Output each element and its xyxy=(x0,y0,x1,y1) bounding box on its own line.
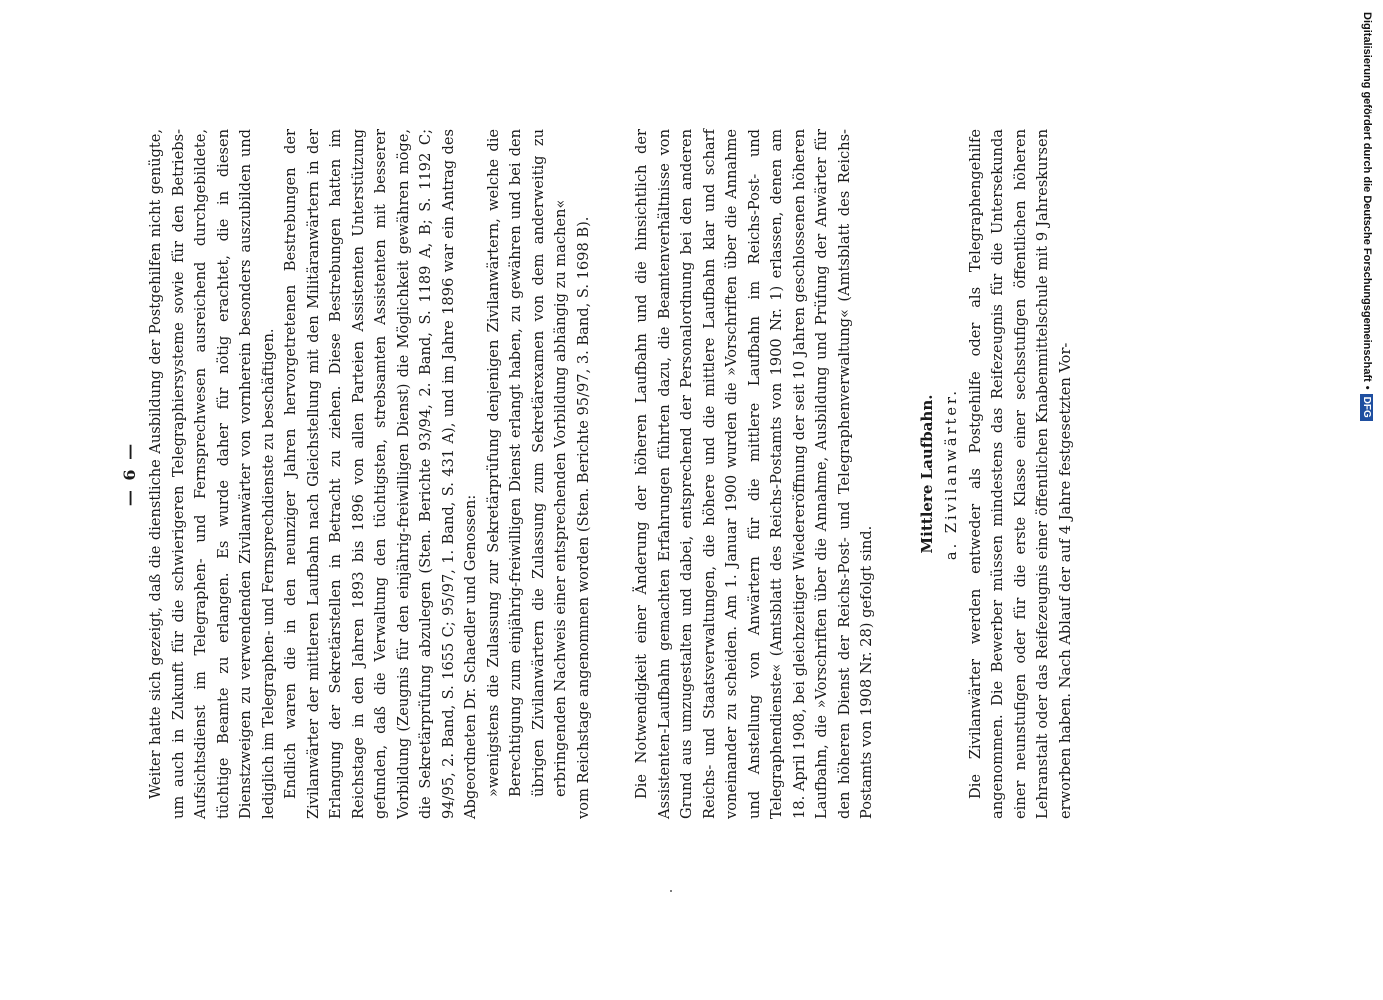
paragraph-reform: Die Notwendigkeit einer Änderung der höheren Laufbahn und die hinsichtlich der Assistenten-Laufbahn gemachten Erfahrungen führten dazu, die Beamtenverhältnisse von Grund aus umzugestalten und dabei, entsprechend der Personalordnung bei den anderen Reichs- und Staatsverwaltungen, die höhere und die mittlere Laufbahn klar und scharf voneinander zu scheiden. Am 1. Januar 1900 wurden die »Vorschriften über die Annahme und Anstellung von Anwärtern für die mittlere Laufbahn im Reichs-Post- und Telegraphendienste« (Amtsblatt des Reichs-Postamts von 1900 Nr. 1) erlassen, denen am 18. April 1908, bei gleichzeitiger Wiedereröffnung der seit 10 Jahren geschlossenen höheren Laufbahn, die »Vorschriften über die Annahme, Ausbildung und Prüfung der Anwärter für den höheren Dienst der Reichs-Post- und Telegraphenverwaltung« (Amtsblatt des Reichs-Postamts von 1908 Nr. 28) gefolgt sind. xyxy=(633,129,875,819)
subsection-heading: a. Zivilanwärter. xyxy=(942,387,960,561)
quoted-motion: »wenigstens die Zulassung zur Sekretärprüfung denjenigen Zivilanwärtern, welche die Berechtigung zum einjährig-freiwilligen Dienst erlangt haben, zu gewähren und bei den übrigen Zivilanwärtern die Zulassung zum Sekretärexamen von dem anderweitig zu erbringenden Nachweis einer entsprechenden Vorbildung abhängig zu machen« xyxy=(484,129,569,797)
paragraph-reichstag-adopted: vom Reichstage angenommen worden (Sten. Berichte 95/97, 3. Band, S. 1698 B). xyxy=(574,216,592,819)
scan-speck xyxy=(670,890,672,892)
spacer xyxy=(595,129,631,819)
section-heading: Mittlere Laufbahn. xyxy=(917,394,936,554)
credit-separator: • xyxy=(1361,385,1373,390)
page-number: — 6 — xyxy=(120,441,139,507)
credit-text: Digitalisierung gefördert durch die Deutsche Forschungsgemeinschaft xyxy=(1361,12,1373,382)
rotated-page xyxy=(115,129,1074,819)
digitization-credit xyxy=(1360,12,1374,782)
paragraph-civil-candidates: Die Zivilanwärter werden entweder als Postgehilfe oder als Telegraphengehilfe angenommen. Die Bewerber müssen mindestens das Reifezeugnis für die Untersekunda einer neunstufigen oder für die erste Klasse einer sechsstufigen öffentlichen höheren Lehranstalt oder das Reifezeugnis einer öffentlichen Knabenmittelschule mit 9 Jahreskursen erworben haben. Nach Ablauf der auf 4 Jahre festgesetzten Vor- xyxy=(966,129,1074,819)
paragraph-aspirations: Endlich waren die in den neunziger Jahren hervorgetretenen Bestrebungen der Zivilanwärter der mittleren Laufbahn nach Gleichstellung mit den Militäranwärtern in der Erlangung der Sekretärstellen in Betracht zu ziehen. Diese Bestrebungen hatten im Reichstage in den Jahren 1893 bis 1896 von allen Parteien Assistenten Unterstützung gefunden, daß die Verwaltung den tüchtigsten, strebsamten Assistenten mit besserer Vorbildung (Zeugnis für den einjährig-freiwilligen Dienst) die Möglichkeit gewähren möge, die Sekretärprüfung abzulegen (Sten. Berichte 93/94, 2. Band, S. 1189 A, B; S. 1192 C; 94/95, 2. Band, S. 1655 C; 95/97, 1. Band, S. 431 A), und im Jahre 1896 war ein Antrag des Abgeordneten Dr. Schaedler und Genossen: xyxy=(282,129,479,819)
spacer xyxy=(879,129,915,819)
dfg-logo: DFG xyxy=(1361,394,1374,421)
paragraph-training: Weiter hatte sich gezeigt, daß die dienstliche Ausbildung der Postgehilfen nicht genügte, um auch in Zukunft für die schwierigeren Telegraphiersysteme sowie für den Betriebs-Aufsichtsdienst im Telegraphen- und Fernsprechwesen ausreichend durchgebildete, tüchtige Beamte zu erlangen. Es wurde daher für nötig erachtet, die in diesen Dienstzweigen zu verwendenden Zivilanwärter von vornherein besonders auszubilden und lediglich im Telegraphen- und Fernsprechdienste zu beschäftigen. xyxy=(147,129,277,819)
